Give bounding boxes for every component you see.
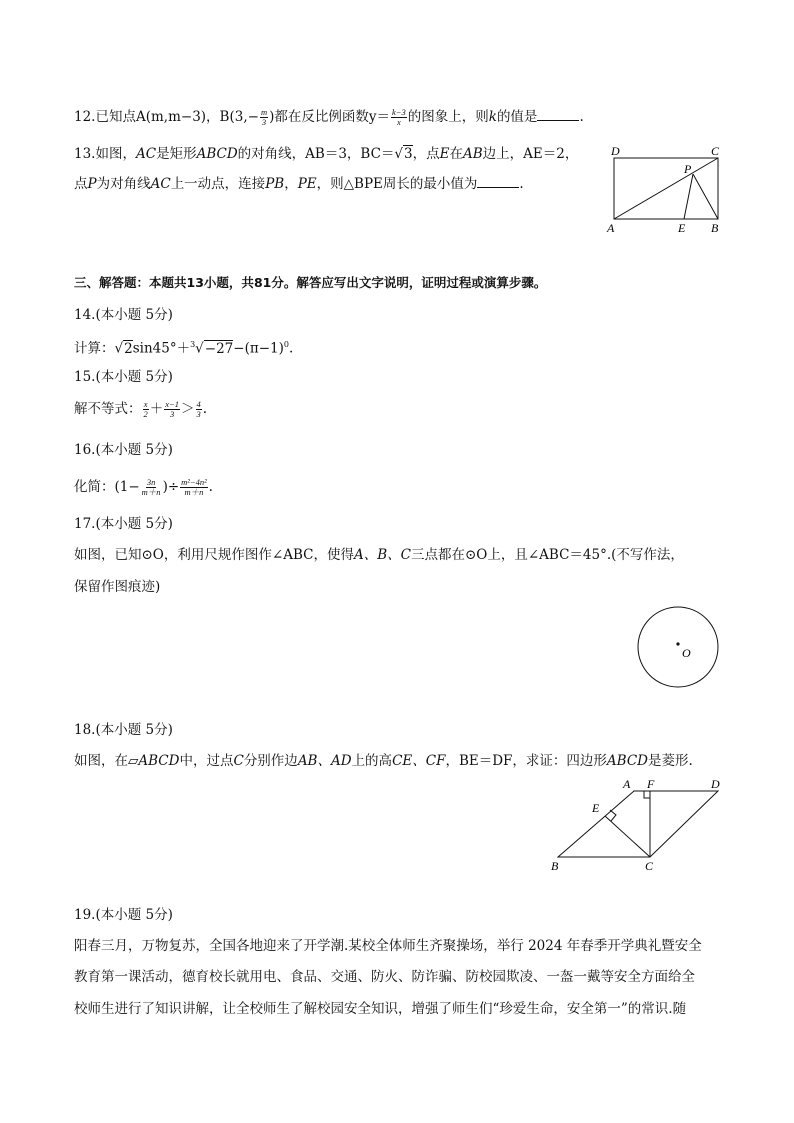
question-13-line1: 13.如图，AC是矩形ABCD的对角线，AB＝3，BC＝√3，点E在AB边上，AE＝2， <box>74 146 579 162</box>
question-19-line3: 校师生进行了知识讲解，让全校师生了解校园安全知识，增强了师生们“珍爱生命，安全第一”的常识.随 <box>74 1001 687 1017</box>
answer-blank[interactable] <box>477 175 519 188</box>
question-15-header: 15.(本小题 5分) <box>74 369 173 385</box>
segment-pe <box>684 174 693 219</box>
question-18-header: 18.(本小题 5分) <box>74 722 173 738</box>
question-12: 12.已知点A(m,m−3)，B(3,− $\frac{m}{3}$ )都在反比例函数y＝ $\frac{k-3}{x}$ 的图象上，则k的值是 . <box>74 107 584 127</box>
label-b: B <box>551 859 559 873</box>
question-13-line2: 点P为对角线AC上一动点，连接PB，PE，则△BPE周长的最小值为 . <box>74 176 524 192</box>
q12-text-mid: )都在反比例函数y＝ <box>269 109 390 125</box>
rectangle-figure <box>604 142 730 236</box>
question-19-header: 19.(本小题 5分) <box>74 907 173 923</box>
right-angle-f <box>644 791 650 798</box>
center-point <box>676 642 679 645</box>
label-c: C <box>711 144 720 158</box>
question-14-body: 计算：$√2\sin 45^\circ+^3√-27-(\pi-1)^0$. <box>74 340 294 357</box>
var-k: k <box>488 109 497 125</box>
circle-o <box>638 607 718 687</box>
question-19-line1: 阳春三月，万物复苏，全国各地迎来了开学潮.某校全体师生齐聚操场，举行 2024 年春季开学典礼暨安全 <box>74 938 702 954</box>
label-d: D <box>611 144 620 158</box>
question-16-header: 16.(本小题 5分) <box>74 442 173 458</box>
fraction-m-over-3: $\frac{m}{3}$ <box>260 107 268 127</box>
label-e: E <box>592 801 600 815</box>
label-a: A <box>623 777 631 791</box>
label-c: C <box>645 859 654 873</box>
label-a: A <box>607 221 615 235</box>
label-d: D <box>711 777 720 791</box>
question-16-body: 化简：(1− $\frac{3n}{m+n}$ )÷ $\frac{\text{m²−4n²}}{m+n}$ . <box>74 477 213 497</box>
label-b: B <box>711 221 719 235</box>
label-o: O <box>682 646 691 660</box>
segment-pb <box>693 174 718 219</box>
question-17-header: 17.(本小题 5分) <box>74 516 173 532</box>
question-14-header: 14.(本小题 5分) <box>74 307 173 323</box>
parallelogram-figure <box>548 774 728 874</box>
question-17-line2: 保留作图痕迹) <box>74 579 161 595</box>
question-17-line1: 如图，已知⊙O，利用尺规作图作∠ABC，使得A、B、C三点都在⊙O上，且∠ABC＝45°.(不写作法， <box>74 547 684 563</box>
q12-text-post: 的图象上，则 <box>407 109 489 125</box>
parallelogram-abcd <box>558 791 718 857</box>
circle-figure <box>634 606 724 690</box>
question-19-line2: 教育第一课活动，德育校长就用电、食品、交通、防火、防诈骗、防校园欺凌、一盔一戴等安全方面给全 <box>74 969 695 985</box>
diagonal-ac <box>614 158 718 219</box>
label-f: F <box>647 777 655 791</box>
fraction-k-over-x: $\frac{k-3}{x}$ <box>391 107 406 127</box>
question-18-body: 如图，在▱ABCD中，过点C分别作边AB、AD上的高CE、CF，BE＝DF，求证：四边形ABCD是菱形. <box>74 753 693 769</box>
question-15-body: 解不等式： $\frac{x}{2}$ ＋ $\frac{x-1}{3}$ ＞ $\frac{4}{3}$ . <box>74 399 208 419</box>
answer-blank[interactable] <box>537 108 579 121</box>
label-e: E <box>678 221 686 235</box>
section-3-heading: 三、解答题：本题共13小题，共81分。解答应写出文字说明，证明过程或演算步骤。 <box>74 275 547 290</box>
height-ce <box>605 816 650 857</box>
q12-text: 12.已知点A(m,m−3)，B(3,− <box>74 109 259 125</box>
label-p: P <box>684 162 692 176</box>
q12-text-tail: 的值是 <box>496 109 538 125</box>
